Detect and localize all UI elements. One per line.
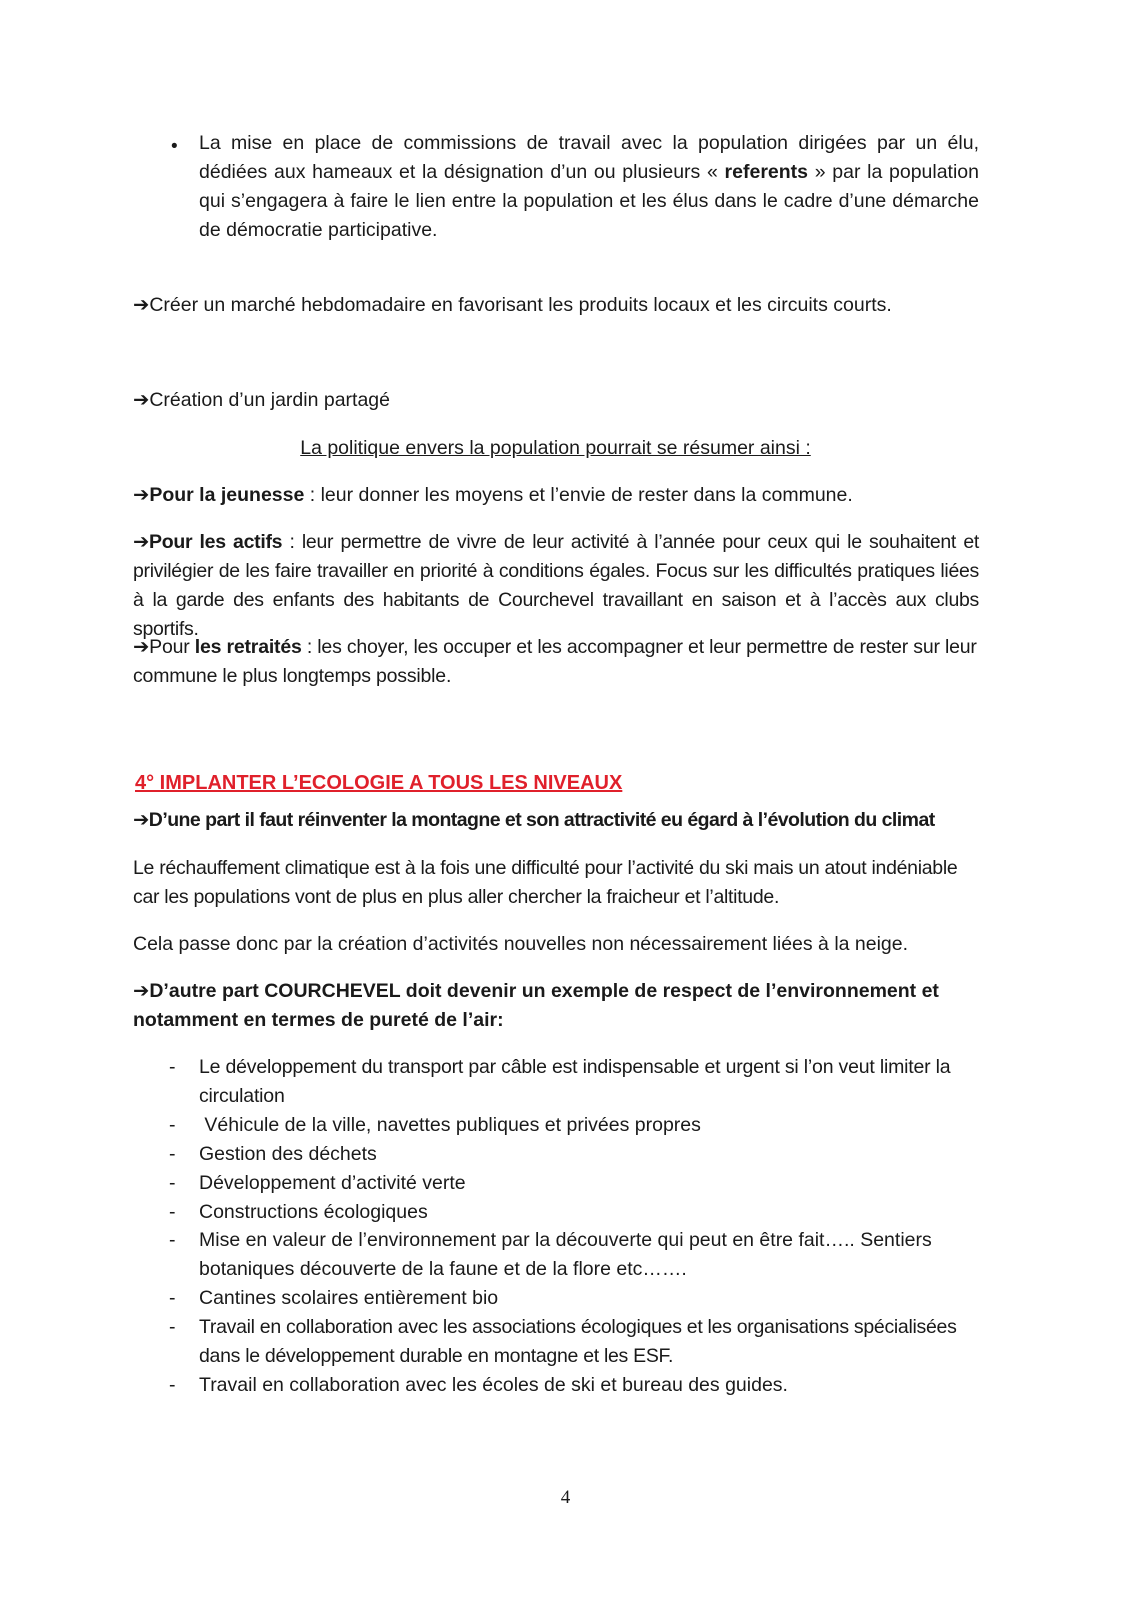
- dautre-part-paragraph: ➔D’autre part COURCHEVEL doit devenir un exemple de respect de l’environnement et notamment en termes de pureté de l’air:: [133, 980, 939, 1031]
- jeunesse-paragraph: ➔Pour la jeunesse : leur donner les moyens et l’envie de rester dans la commune.: [133, 484, 853, 506]
- list-item: Constructions écologiques: [199, 1201, 428, 1223]
- section-heading: 4° IMPLANTER L’ECOLOGIE A TOUS LES NIVEAUX: [135, 772, 623, 794]
- jardin-paragraph: ➔Création d’un jardin partagé: [133, 389, 390, 411]
- arrow-icon: ➔: [133, 531, 150, 553]
- rechauffement-paragraph: Le réchauffement climatique est à la fois une difficulté pour l’activité du ski mais un atout indéniable car les populations vont de plus en plus aller chercher la fraicheur et l’altitude.: [133, 857, 958, 908]
- list-item: Le développement du transport par câble est indispensable et urgent si l’on veut limiter la circulation: [199, 1056, 951, 1107]
- list-item: Mise en valeur de l’environnement par la découverte qui peut en être fait….. Sentiers botaniques découverte de la faune et de la flore etc…….: [199, 1229, 932, 1280]
- referents-bold: referents: [724, 161, 809, 183]
- intro-bullet-text: La mise en place de commissions de travail avec la population dirigées par un élu, dédiées aux hameaux et la désignation d’un ou plusieurs « referents » par la population qui s’engagera à faire le lien entre la population et les élus dans le cadre d’une démarche de démocratie participative.: [199, 132, 979, 241]
- list-item: Développement d’activité verte: [199, 1172, 466, 1194]
- dash-marker: -: [169, 1114, 176, 1136]
- arrow-icon: ➔: [133, 636, 150, 658]
- policy-heading: La politique envers la population pourrait se résumer ainsi :: [300, 437, 811, 459]
- dash-marker: -: [169, 1056, 176, 1078]
- arrow-icon: ➔: [133, 980, 150, 1002]
- list-item: Travail en collaboration avec les associations écologiques et les organisations spécialisées dans le développement durable en montagne et les ESF.: [199, 1316, 957, 1367]
- list-item: Cantines scolaires entièrement bio: [199, 1287, 499, 1309]
- page-number: 4: [560, 1487, 571, 1508]
- actifs-paragraph: ➔Pour les actifs : leur permettre de vivre de leur activité à l’année pour ceux qui le souhaitent et privilégier de les faire travailler en priorité à conditions égales. Focus sur les difficultés pratiques liées à la garde des enfants des habitants de Courchevel travaillant en saison et à l’accès aux clubs sportifs.: [133, 531, 979, 640]
- dash-marker: -: [169, 1374, 176, 1396]
- dash-marker: -: [169, 1287, 176, 1309]
- dash-marker: -: [169, 1172, 176, 1194]
- list-item: Travail en collaboration avec les écoles de ski et bureau des guides.: [199, 1374, 788, 1396]
- dash-marker: -: [169, 1229, 176, 1251]
- arrow-icon: ➔: [133, 389, 150, 411]
- list-item: Véhicule de la ville, navettes publiques et privées propres: [199, 1114, 701, 1136]
- bullet-dot: •: [171, 136, 178, 157]
- list-item: Gestion des déchets: [199, 1143, 377, 1165]
- arrow-icon: ➔: [133, 484, 150, 506]
- dash-marker: -: [169, 1143, 176, 1165]
- arrow-icon: ➔: [133, 294, 150, 316]
- arrow-icon: ➔: [133, 809, 149, 831]
- dune-part-paragraph: ➔D’une part il faut réinventer la montagne et son attractivité eu égard à l’évolution du climat: [133, 809, 935, 831]
- retraites-paragraph: ➔Pour les retraités : les choyer, les occuper et les accompagner et leur permettre de rester sur leur commune le plus longtemps possible.: [133, 636, 977, 687]
- dash-marker: -: [169, 1201, 176, 1223]
- marche-paragraph: ➔Créer un marché hebdomadaire en favorisant les produits locaux et les circuits courts.: [133, 294, 892, 316]
- dash-marker: -: [169, 1316, 176, 1338]
- cela-passe-paragraph: Cela passe donc par la création d’activités nouvelles non nécessairement liées à la neige.: [133, 933, 909, 955]
